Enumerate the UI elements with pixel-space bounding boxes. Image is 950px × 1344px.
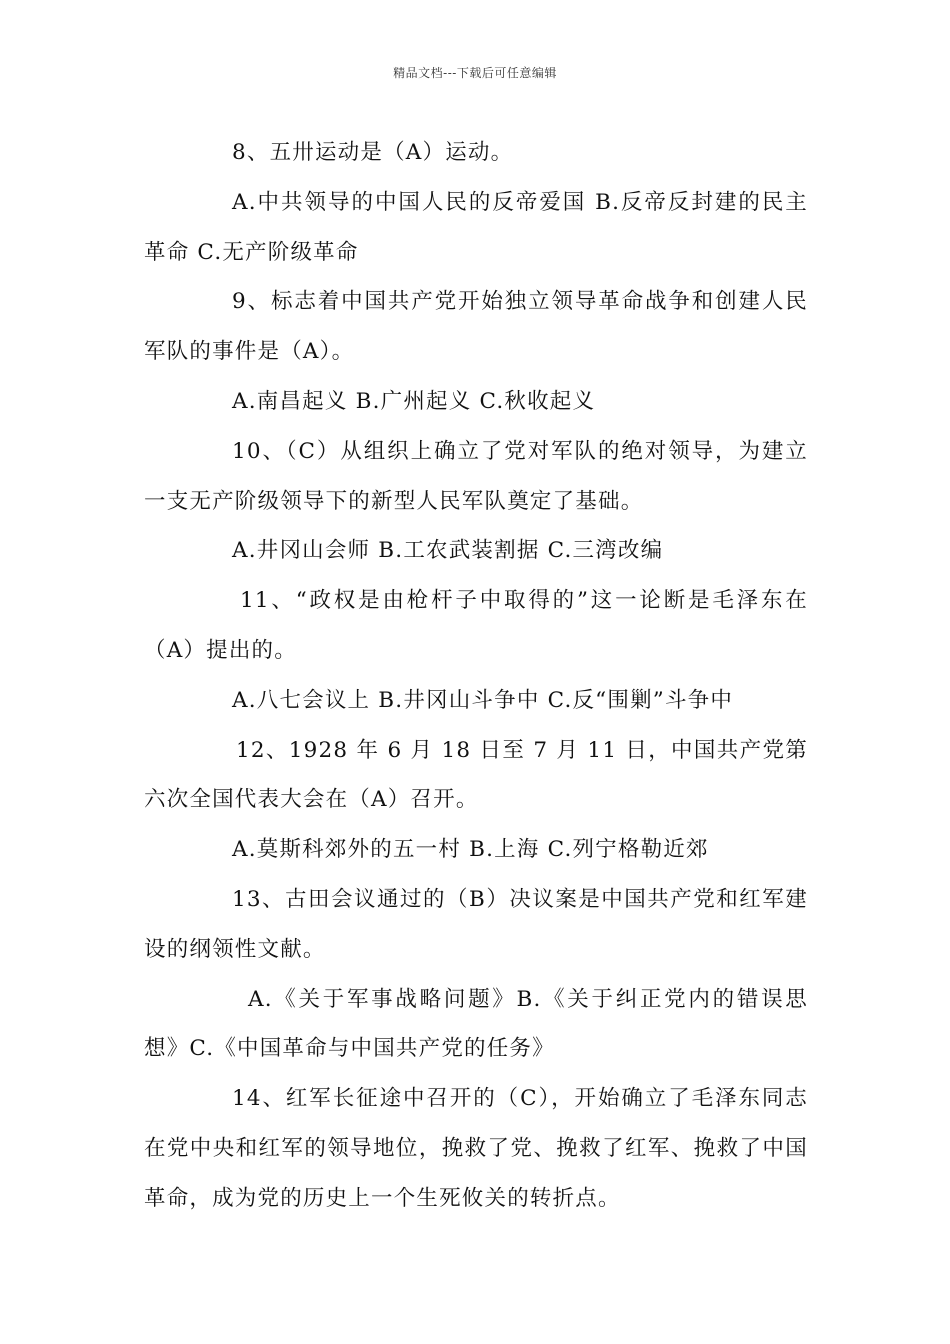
question-13-options: A.《关于军事战略问题》B.《关于纠正党内的错误思想》C.《中国革命与中国共产党的任务》 xyxy=(144,986,808,1062)
question-10-options: A.井冈山会师 B.工农武装割据 C.三湾改编 xyxy=(232,538,664,564)
question-9: 9、标志着中国共产党开始独立领导革命战争和创建人民军队的事件是（A）。 xyxy=(144,289,808,365)
document-body xyxy=(144,128,808,1224)
question-11-options: A.八七会议上 B.井冈山斗争中 C.反“围剿”斗争中 xyxy=(232,687,734,713)
question-11: 11、“政权是由枪杆子中取得的”这一论断是毛泽东在（A）提出的。 xyxy=(144,588,808,663)
question-8: 8、五卅运动是（A）运动。 xyxy=(232,140,514,165)
question-13: 13、古田会议通过的（B）决议案是中国共产党和红军建设的纲领性文献。 xyxy=(144,886,808,962)
page-header: 精品文档---下载后可任意编辑 xyxy=(393,66,557,80)
question-12: 12、1928 年 6 月 18 日至 7 月 11 日，中国共产党第六次全国代表大会在（A）召开。 xyxy=(144,737,808,813)
question-8-options: A.中共领导的中国人民的反帝爱国 B.反帝反封建的民主革命 C.无产阶级革命 xyxy=(144,189,808,265)
question-14: 14、红军长征途中召开的（C），开始确立了毛泽东同志在党中央和红军的领导地位，挽救了党、挽救了红军、挽救了中国革命，成为党的历史上一个生死攸关的转折点。 xyxy=(144,1086,808,1211)
question-9-options: A.南昌起义 B.广州起义 C.秋收起义 xyxy=(232,388,596,414)
question-12-options: A.莫斯科郊外的五一村 B.上海 C.列宁格勒近郊 xyxy=(232,837,709,863)
question-10: 10、（C）从组织上确立了党对军队的绝对领导，为建立一支无产阶级领导下的新型人民军队奠定了基础。 xyxy=(144,438,808,514)
